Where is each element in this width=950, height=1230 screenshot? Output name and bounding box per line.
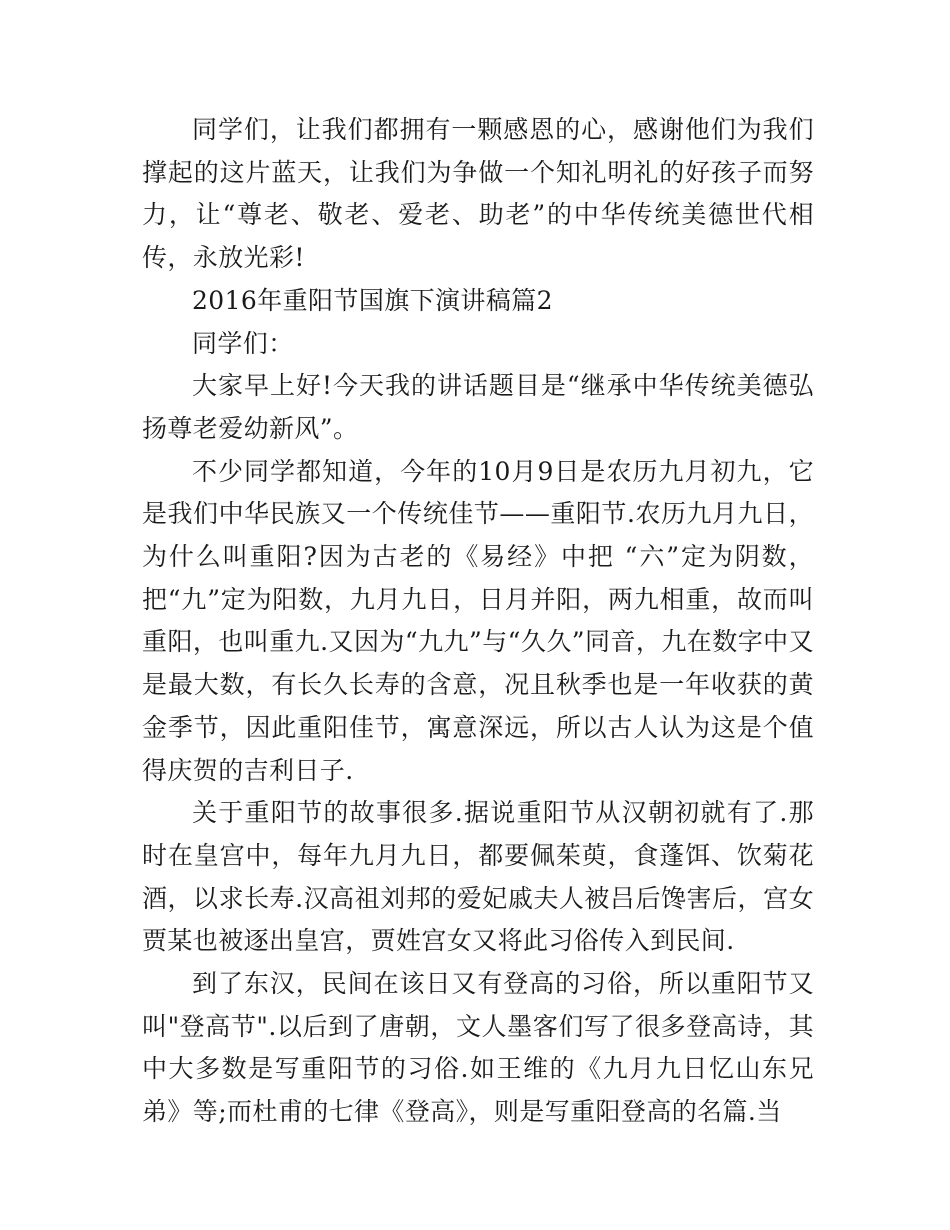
document-body <box>142 109 814 1134</box>
paragraph-closing-appeal: 同学们，让我们都拥有一颗感恩的心，感谢他们为我们撑起的这片蓝天，让我们为争做一个知礼明礼的好孩子而努力，让“尊老、敬老、爱老、助老”的中华传统美德世代相传，永放光彩! <box>142 115 814 273</box>
paragraph-han-dynasty-story: 关于重阳节的故事很多.据说重阳节从汉朝初就有了.那时在皇宫中，每年九月九日，都要佩茱萸，食蓬饵、饮菊花酒，以求长寿.汉高祖刘邦的爱妃戚夫人被吕后馋害后，宫女贾某也被逐出皇宫，贾姓宫女又将此习俗传入到民间. <box>142 798 814 956</box>
paragraph-greeting-topic: 大家早上好!今天我的讲话题目是“继承中华传统美德弘扬尊老爱幼新风”。 <box>142 371 814 443</box>
salutation: 同学们： <box>192 328 294 358</box>
paragraph-double-ninth-origin: 不少同学都知道，今年的10月9日是农历九月初九，它是我们中华民族又一个传统佳节——重阳节.农历九月九日，为什么叫重阳?因为古老的《易经》中把 “六”定为阴数，把“九”定为阳数，九月九日，日月并阳，两九相重，故而叫重阳，也叫重九.又因为“九九”与“久久”同音，九在数字中又是最大数，有长久长寿的含意，况且秋季也是一年收获的黄金季节，因此重阳佳节，寓意深远，所以古人认为这是个值得庆贺的吉利日子. <box>142 456 814 785</box>
speech-title: 2016年重阳节国旗下演讲稿篇2 <box>192 285 553 315</box>
paragraph-climbing-custom: 到了东汉，民间在该日又有登高的习俗，所以重阳节又叫"登高节".以后到了唐朝，文人墨客们写了很多登高诗，其中大多数是写重阳节的习俗.如王维的《九月九日忆山东兄弟》等;而杜甫的七律《登高》，则是写重阳登高的名篇.当 <box>142 969 814 1127</box>
